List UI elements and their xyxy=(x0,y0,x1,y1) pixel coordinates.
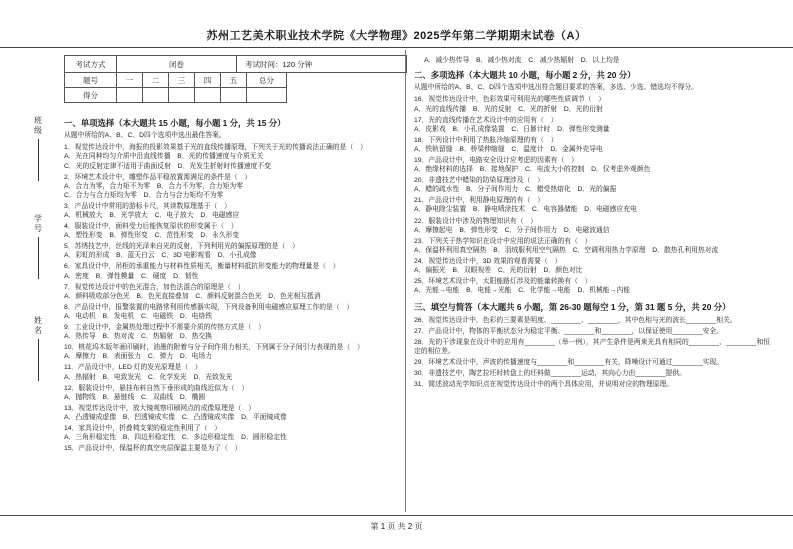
question xyxy=(64,283,400,301)
question xyxy=(414,116,770,134)
multi-choice-questions xyxy=(414,95,770,295)
student-id-label: 学号 xyxy=(33,214,43,234)
question-line: A．蜡的疏水性 B．分子间作用力 C．蜡受热熔化 D．光的偏振 xyxy=(414,186,617,194)
question-line: C．合力与合力矩均为零 D．合力与合力矩均不为零 xyxy=(64,191,224,199)
section1-intro: 从题中所给的A、B、C、D四个选项中选出最佳答案。 xyxy=(64,132,226,140)
class-label: 班级 xyxy=(33,116,43,136)
question-line: 11．产品设计中，LED 灯的发光原理是（ ） xyxy=(64,364,202,372)
question-line: A．光能→电能 B．电能→光能 C．化学能→电能 D．机械能→内能 xyxy=(414,287,630,295)
sidebar-class-field xyxy=(30,116,46,181)
score-label: 得分 xyxy=(65,88,117,103)
question xyxy=(64,303,400,321)
score-col-total: 总分 xyxy=(247,73,287,88)
question-line: 20．非遗技艺中蜡染的防染原理涉及（ ） xyxy=(414,177,544,185)
question-line: 29．环境艺术设计中，声波的传播速度与________和________有关，降噪设计可通过________实现。 xyxy=(414,358,723,366)
question xyxy=(64,202,400,220)
page-title: 苏州工艺美术职业技术学院《大学物理》2025学年第二学期期末试卷（A） xyxy=(206,30,587,42)
sidebar-name-field xyxy=(30,316,46,381)
name-label: 姓名 xyxy=(33,316,43,336)
question-line: A．摩擦力 B．表面张力 C．弹力 D．电场力 xyxy=(64,353,213,361)
question-line: 18．下列设计中利用了热胀冷缩原理的有（ ） xyxy=(414,136,558,144)
exam-time: 考试时间：120 分钟 xyxy=(237,56,407,73)
question-line: 22．服装设计中涉及的物理知识有（ ） xyxy=(414,217,538,225)
question-line: A．光的直线传播 B．光的反射 C．光的折射 D．光的衍射 xyxy=(414,105,603,113)
score-cell-empty xyxy=(143,88,169,103)
question-line: 5．苏绣技艺中，丝线的光泽来自光的反射，下列利用光的偏振原理的是（ ） xyxy=(64,243,299,251)
question-line: A．绝缘材料的选择 B．接地保护 C．电流大小的控制 D．仅考虑外观颜色 xyxy=(414,166,651,174)
question-line: 2．环境艺术设计中，雕塑作品平稳放置需满足的条件是（ ） xyxy=(64,173,252,181)
question-line: A．摩擦起电 B．弹性形变 C．分子间作用力 D．电磁波通信 xyxy=(414,226,610,234)
question xyxy=(414,316,770,325)
score-col-4: 四 xyxy=(195,73,221,88)
question xyxy=(414,338,770,356)
question xyxy=(414,369,770,378)
question-line: 7．视觉传达设计中的色光混合，加色法混合的原理是（ ） xyxy=(64,283,245,291)
left-question-column xyxy=(64,118,400,455)
class-fill-line xyxy=(38,139,39,181)
question xyxy=(64,404,400,422)
question-line: A．热辐射 B．电致发光 C．化学发光 D．光致发光 xyxy=(64,373,233,381)
score-table-header-row xyxy=(65,73,287,88)
question xyxy=(64,424,400,442)
question xyxy=(414,358,770,367)
score-col-2: 二 xyxy=(143,73,169,88)
exam-method-value: 闭卷 xyxy=(117,56,237,73)
question-line: A．热传导 B．热对流 C．热辐射 D．热交换 xyxy=(64,333,213,341)
question-line: 24．视觉传达设计中，3D 效果的观看需要（ ） xyxy=(414,257,562,265)
question-line: A．电动机 B．发电机 C．电磁铁 D．电烙铁 xyxy=(64,312,213,320)
score-col-3: 三 xyxy=(169,73,195,88)
score-table-score-row xyxy=(65,88,287,103)
question-line: 9．工业设计中，金属热处理过程中不需要介质的传热方式是（ ） xyxy=(64,324,265,332)
question-line: 16．视觉传达设计中，色彩效果可利用光的哪些性质调节（ ） xyxy=(414,96,606,104)
question xyxy=(414,196,770,214)
score-col-5: 五 xyxy=(221,73,247,88)
question-line: 19．产品设计中，电路安全设计应考虑的因素有（ ） xyxy=(414,157,578,164)
score-cell-empty xyxy=(169,88,195,103)
question-line: A．静电除尘装置 B．静电喷涂技术 C．电容器储能 D．电磁感应充电 xyxy=(414,206,637,214)
section2-intro: 从题中所给的A、B、C、D四个选项中选出符合题目要求的答案，多选、少选、错选均不得分。 xyxy=(414,84,698,92)
question-line: C．光的反射定律不适用于曲面反射 D．光发生折射时传播速度不变 xyxy=(64,162,271,170)
question-number-header: 题号 xyxy=(65,73,117,88)
question xyxy=(414,136,770,154)
name-fill-line xyxy=(38,339,39,381)
question-line: A．皮影戏 B．小孔成像装置 C．日晷计时 D．弹性形变测量 xyxy=(414,125,610,133)
question-line: 12．服装设计中，悬挂布料自然下垂形成的曲线近似为（ ） xyxy=(64,384,249,392)
question-line: A．彩虹的形成 B．蓝天白云 C．3D 电影观看 D．小孔成像 xyxy=(64,252,257,260)
question-line: A．凸透镜成虚像 B．凹透镜成实像 C．凸透镜成实像 D．平面镜成像 xyxy=(64,413,287,421)
question-line: 15．产品设计中，保温杯的真空夹层保温主要是为了（ ） xyxy=(64,445,242,453)
question xyxy=(414,327,770,336)
question xyxy=(64,222,400,240)
question xyxy=(414,176,770,194)
question-line: A．合力为零，合力矩不为零 B．合力不为零，合力矩为零 xyxy=(64,182,243,190)
question xyxy=(414,237,770,255)
question-line: A．塑性形变 B．弹性形变 C．范性形变 D．永久形变 xyxy=(64,232,240,240)
question-line: 1．视觉传达设计中，海报的投影效果基于光的直线传播原理，下列关于光的传播说法正确的是（ ） xyxy=(64,144,367,152)
question-line: 10．桃花坞木版年画印刷时，油墨的附着与分子间作用力相关，下列属于分子间引力表现的是（ ） xyxy=(64,344,364,352)
question xyxy=(64,444,400,453)
question-line: A．偏振光 B．双眼视差 C．光的衍射 D．颜色对比 xyxy=(414,267,583,275)
header-divider xyxy=(0,47,793,48)
exam-info-row xyxy=(65,56,407,73)
section3-heading: 三、填空与简答（本大题共 6 小题，第 26-30 题每空 1 分，第 31 题 5 分，共 20 分） xyxy=(414,302,731,313)
question-line: 27．产品设计中，物体的平衡状态分为稳定平衡、________和________，以保证使用________安全。 xyxy=(414,327,723,335)
question-line: 6．家具设计中，吊柜的承重能力与材料性质相关，衡量材料抵抗形变能力的物理量是（ ） xyxy=(64,263,340,271)
footer-divider xyxy=(0,515,793,516)
question-line: 3．产品设计中常用的游标卡尺，其读数原理基于（ ） xyxy=(64,202,231,210)
question-line: A．保温杯利用真空隔热 B．羽绒服利用空气隔热 C．空调利用热力学原理 D．散热孔利用热对流 xyxy=(414,246,719,254)
question-line: 30．非遗技艺中，陶艺拉坯时转盘上的坯料做________运动，其向心力由________提供。 xyxy=(414,370,686,378)
question-line: A．铁轨留缝 B．桥梁伸缩缝 C．温度计 D．金属外壳导电 xyxy=(414,145,603,153)
exam-method-label: 考试方式 xyxy=(65,56,117,73)
question-line: 31．简述波动光学知识点在视觉传达设计中的两个具体应用，并说明对应的物理原理。 xyxy=(414,381,674,389)
question-line: A．抛物线 B．悬链线 C．双曲线 D．椭圆 xyxy=(64,393,206,401)
question-line: 25．环境艺术设计中，太阳能路灯涉及的能量转换有（ ） xyxy=(414,278,592,286)
question-line: A．三角形稳定性 B．四边形稳定性 C．多边形稳定性 D．圆形稳定性 xyxy=(64,434,287,442)
score-col-1: 一 xyxy=(117,73,143,88)
question xyxy=(414,217,770,235)
question-line: 26．视觉传达设计中，色彩的三要素是明度、________、________，其中色相与光的波长________相关。 xyxy=(414,316,737,324)
question xyxy=(64,363,400,381)
question xyxy=(64,262,400,280)
page-number: 第 1 页 共 2 页 xyxy=(370,522,423,531)
question-line: A．机械放大 B．光学放大 C．电子放大 D．电磁感应 xyxy=(64,212,240,219)
question xyxy=(414,380,770,389)
question-line: 8．产品设计中，报警装置的电路常利用传感器实现，下列设备利用电磁感应原理工作的是（ ） xyxy=(64,303,354,311)
question xyxy=(414,95,770,113)
question-line: 14．家具设计中，折叠椅支架的稳定性利用了（ ） xyxy=(64,424,222,432)
question-line: 23．下列关于热学知识在设计中应用的说法正确的有（ ） xyxy=(414,237,592,245)
sidebar-student-id-field xyxy=(30,214,46,279)
score-cell-empty xyxy=(247,88,287,103)
score-table xyxy=(64,72,287,103)
question xyxy=(414,257,770,275)
question xyxy=(64,343,400,361)
exam-info-table xyxy=(64,55,407,73)
question15-options-overflow: A．减少热传导 B．减少热对流 C．减少热辐射 D．以上均是 xyxy=(424,57,620,64)
score-cell-empty xyxy=(117,88,143,103)
question xyxy=(64,143,400,170)
student-id-fill-line xyxy=(38,237,39,279)
question-line: 4．服装设计中，面料受力后能恢复原状的形变属于（ ） xyxy=(64,223,238,231)
question xyxy=(414,277,770,295)
section2-heading: 二、多项选择（本大题共 10 小题，每小题 2 分，共 20 分） xyxy=(414,70,636,81)
question xyxy=(64,242,400,260)
single-choice-questions xyxy=(64,143,400,453)
score-cell-empty xyxy=(195,88,221,103)
fill-blank-questions xyxy=(414,316,770,390)
question xyxy=(64,173,400,200)
question xyxy=(64,384,400,402)
question-line: 28．光的干涉现象在设计中的应用有________（举一例），其产生条件是两束光具有相同的________、________和恒定的相位差。 xyxy=(414,338,770,355)
question-line: 13．视觉传达设计中，放大镜观察印刷网点的成像原理是（ ） xyxy=(64,404,256,412)
question-line: A．密度 B．弹性模量 C．硬度 D．韧性 xyxy=(64,272,199,280)
question-line: 17．光的直线传播在艺术设计中的应用有（ ） xyxy=(414,116,558,124)
question-line: A．颜料吸收部分色光 B．色光直接叠加 C．颜料反射混合色光 D．色光相互抵消 xyxy=(64,292,321,300)
question-line: A．光在同种均匀介质中沿直线传播 B．光的传播速度与介质无关 xyxy=(64,153,264,161)
question xyxy=(64,323,400,341)
question xyxy=(414,156,770,174)
section1-heading: 一、单项选择（本大题共 15 小题，每小题 1 分，共 15 分） xyxy=(64,118,286,128)
column-divider xyxy=(405,50,406,512)
right-question-column xyxy=(414,56,770,391)
question-line: 21．产品设计中，利用静电原理的有（ ） xyxy=(414,197,544,205)
score-cell-empty xyxy=(221,88,247,103)
